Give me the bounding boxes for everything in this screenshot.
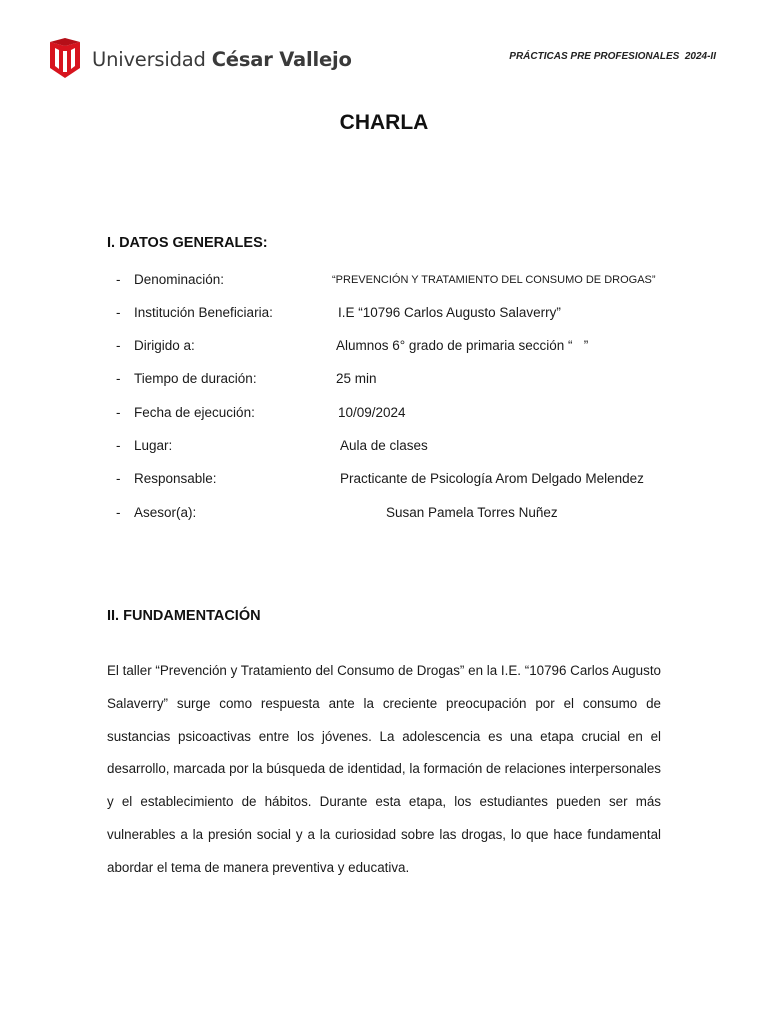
item-value: I.E “10796 Carlos Augusto Salaverry” xyxy=(338,305,561,320)
item-value: Aula de clases xyxy=(340,438,428,453)
university-logo xyxy=(48,38,352,80)
university-shield-icon xyxy=(48,38,82,80)
list-item xyxy=(0,305,768,325)
item-value: “PREVENCIÓN Y TRATAMIENTO DEL CONSUMO DE DROGAS” xyxy=(332,274,656,286)
document-title: CHARLA xyxy=(339,111,429,134)
list-item xyxy=(0,272,768,292)
item-label: Lugar: xyxy=(134,438,173,453)
university-name xyxy=(92,48,352,71)
list-bullet: - xyxy=(116,471,121,486)
list-item xyxy=(0,338,768,358)
list-item xyxy=(0,371,768,391)
list-bullet: - xyxy=(116,371,121,386)
item-value: Susan Pamela Torres Nuñez xyxy=(386,505,558,520)
item-label: Responsable: xyxy=(134,471,217,486)
header-practicas-label: PRÁCTICAS PRE PROFESIONALES 2024-II xyxy=(509,51,716,62)
item-value: 25 min xyxy=(336,371,377,386)
list-bullet: - xyxy=(116,272,121,287)
section-heading-datos-generales: I. DATOS GENERALES: xyxy=(107,235,268,251)
item-label: Fecha de ejecución: xyxy=(134,405,255,420)
list-item xyxy=(0,438,768,458)
list-bullet: - xyxy=(116,405,121,420)
fundamentacion-paragraph: El taller “Prevención y Tratamiento del Consumo de Drogas” en la I.E. “10796 Carlos Augusto Salaverry” surge como respuesta ante la creciente preocupación por el consumo de sustancias psicoactivas entre los jóvenes. La adolescencia es una etapa crucial en el desarrollo, marcada por la búsqueda de identidad, la formación de relaciones interpersonales y el establecimiento de hábitos. Durante esta etapa, los estudiantes pueden ser más vulnerables a la presión social y a la curiosidad sobre las drogas, lo que hace fundamental abordar el tema de manera preventiva y educativa. xyxy=(107,663,661,875)
item-label: Dirigido a: xyxy=(134,338,195,353)
university-name-bold: César Vallejo xyxy=(211,47,352,71)
item-label: Institución Beneficiaria: xyxy=(134,305,273,320)
list-bullet: - xyxy=(116,438,121,453)
list-bullet: - xyxy=(116,505,121,520)
list-bullet: - xyxy=(116,338,121,353)
list-bullet: - xyxy=(116,305,121,320)
item-value: 10/09/2024 xyxy=(338,405,406,420)
item-label: Asesor(a): xyxy=(134,505,197,520)
list-item xyxy=(0,505,768,525)
item-label: Denominación: xyxy=(134,272,225,287)
item-value: Alumnos 6° grado de primaria sección “ ” xyxy=(336,338,589,353)
section-heading-fundamentacion: II. FUNDAMENTACIÓN xyxy=(107,608,261,624)
list-item xyxy=(0,471,768,491)
item-value: Practicante de Psicología Arom Delgado Melendez xyxy=(340,471,644,486)
university-name-regular: Universidad xyxy=(92,47,212,71)
item-label: Tiempo de duración: xyxy=(134,371,257,386)
page-header xyxy=(0,0,768,90)
list-item xyxy=(0,405,768,425)
